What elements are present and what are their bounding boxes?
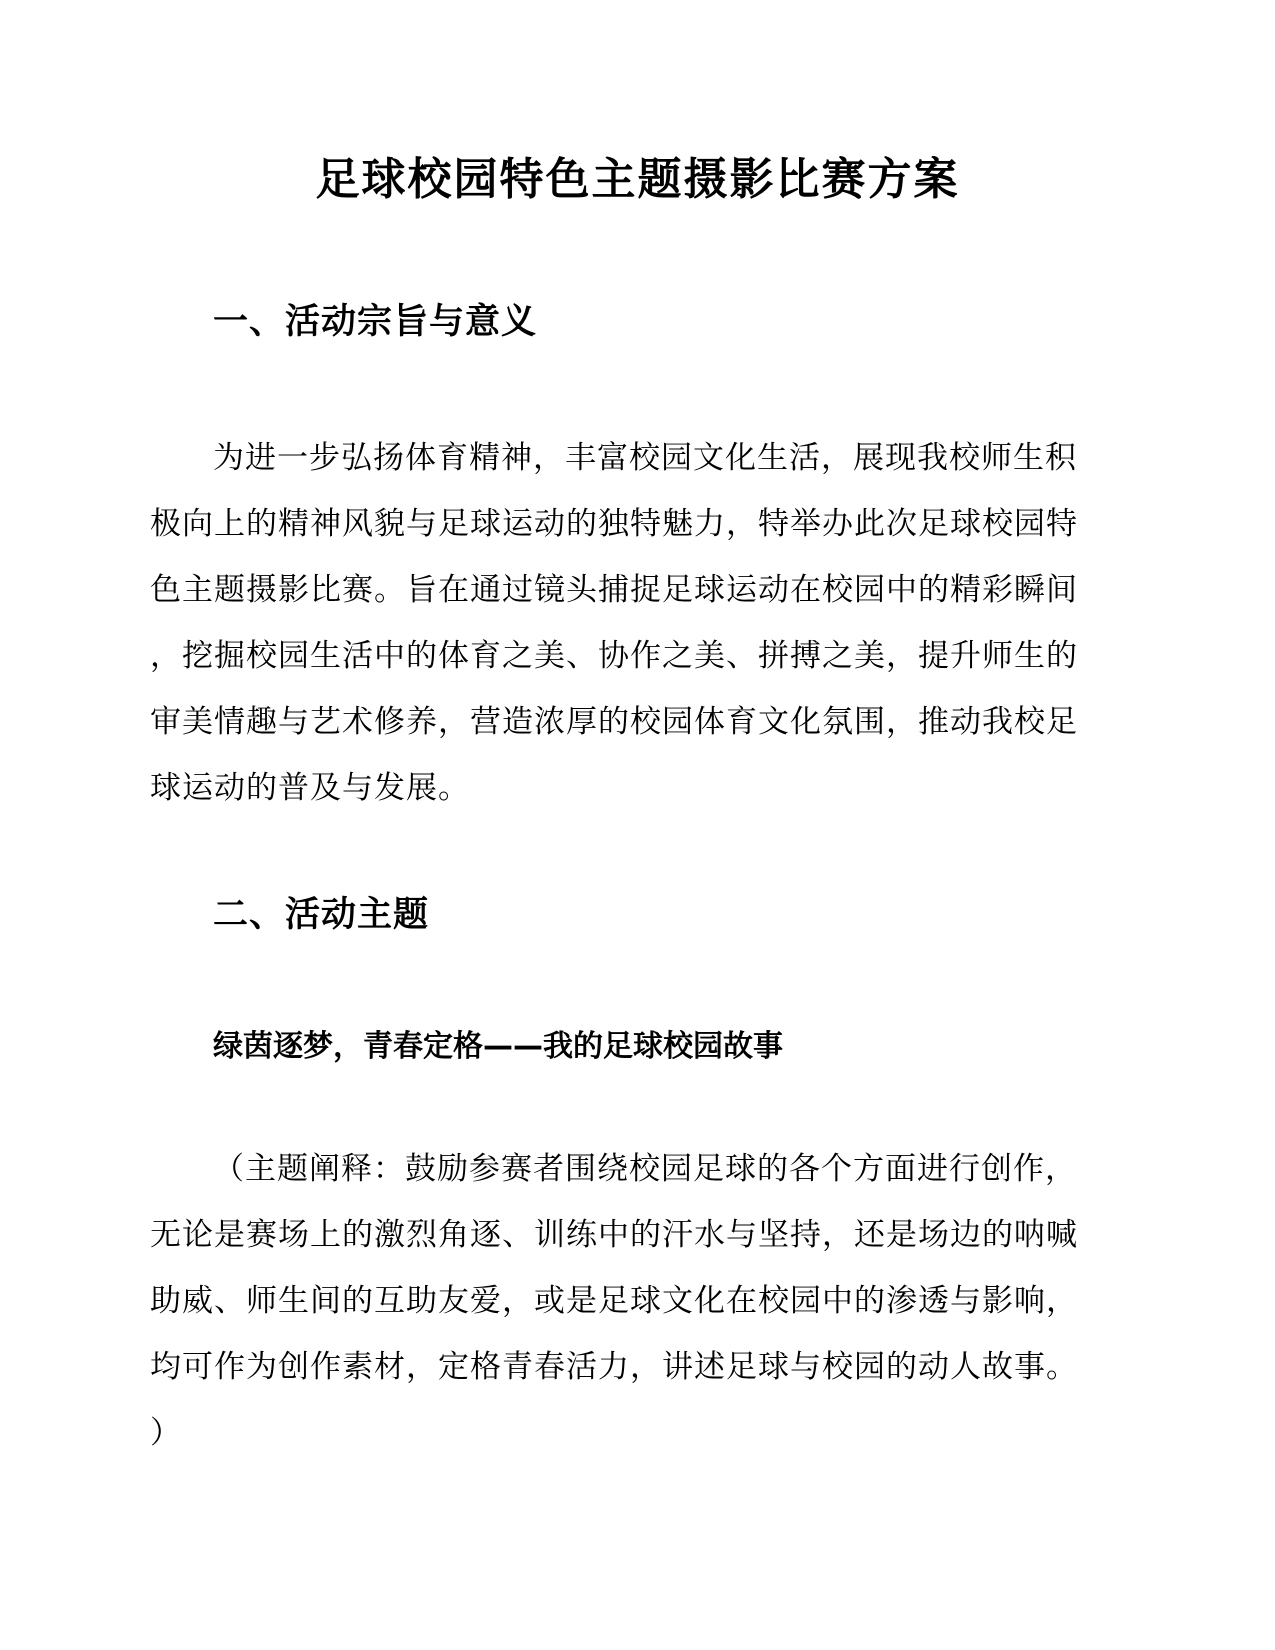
paragraph-line: 色主题摄影比赛。旨在通过镜头捕捉足球运动在校园中的精彩瞬间: [150, 572, 1078, 608]
document-title: 足球校园特色主题摄影比赛方案: [315, 154, 960, 205]
paragraph-line: ）: [150, 1415, 182, 1451]
paragraph-line: 无论是赛场上的激烈角逐、训练中的汗水与坚持，还是场边的呐喊: [150, 1217, 1078, 1253]
section-heading-purpose: 一、活动宗旨与意义: [213, 302, 538, 342]
paragraph-line: 球运动的普及与发展。: [150, 770, 470, 806]
paragraph-line: ，挖掘校园生活中的体育之美、协作之美、拼搏之美，提升师生的: [150, 638, 1078, 674]
theme-title: 绿茵逐梦，青春定格——我的足球校园故事: [213, 1029, 783, 1064]
purpose-paragraph: [150, 425, 1120, 821]
paragraph-line: 极向上的精神风貌与足球运动的独特魅力，特举办此次足球校园特: [150, 506, 1078, 542]
paragraph-line: 均可作为创作素材，定格青春活力，讲述足球与校园的动人故事。: [150, 1349, 1078, 1385]
paragraph-line: 审美情趣与艺术修养，营造浓厚的校园体育文化氛围，推动我校足: [150, 704, 1078, 740]
paragraph-line: 为进一步弘扬体育精神，丰富校园文化生活，展现我校师生积: [213, 440, 1077, 476]
theme-explanation-paragraph: [150, 1136, 1120, 1466]
paragraph-line: 助威、师生间的互助友爱，或是足球文化在校园中的渗透与影响，: [150, 1283, 1078, 1319]
section-heading-theme: 二、活动主题: [213, 895, 430, 935]
paragraph-line: （主题阐释：鼓励参赛者围绕校园足球的各个方面进行创作，: [213, 1151, 1077, 1187]
